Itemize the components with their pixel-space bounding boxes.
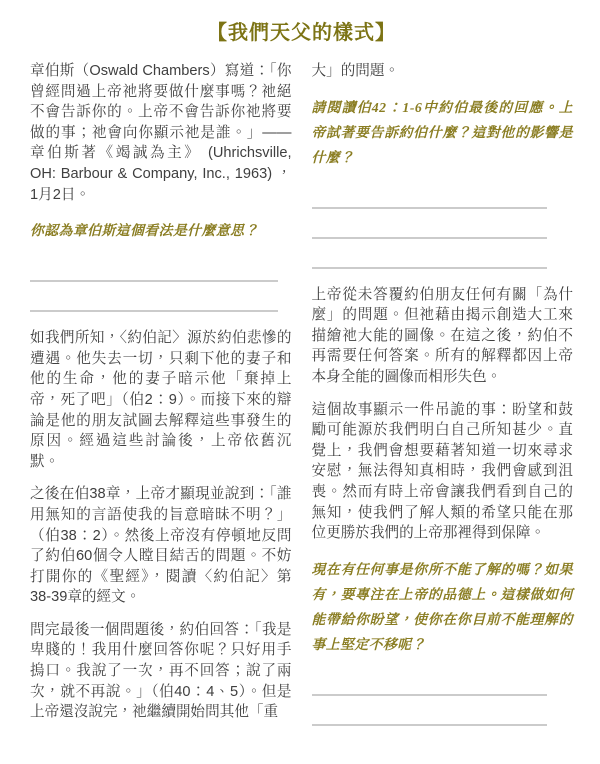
paragraph-god-never-answered: 上帝從未答覆約伯朋友任何有關「為什麼」的問題。但祂藉由揭示創造大工來描繪祂大能的圖像。在這之後，約伯不再需要任何答案。所有的解釋都因上帝本身全能的圖像而相形失色。: [311, 286, 573, 385]
study-question-1: 你認為章伯斯這個看法是什麼意思？: [30, 223, 259, 239]
answer-line: [312, 239, 547, 269]
paragraph-chambers-quote: 章伯斯（Oswald Chambers）寫道：「你曾經問過上帝祂將要做什麼事嗎？祂絕不會告訴你的。上帝不會告訴你祂將要做的事；祂會向你顯示祂是誰。」——章伯斯著《竭誠為主》 (Uhrichsville, OH: Barbour & Company, Inc., 1963) ，1月2日。: [30, 63, 292, 203]
answer-line: [312, 666, 547, 696]
paragraph-continuation: 大」的問題。: [311, 63, 400, 79]
answer-lines-question-1: [30, 252, 278, 312]
column-right: [312, 61, 574, 742]
paragraph-job-answer: 問完最後一個問題後，約伯回答：「我是卑賤的！我用什麼回答你呢？只好用手摀口。我說了一次，再不回答；說了兩次，就不再說。」（伯40：4、5）。但是上帝還沒說完，祂繼續開始問其他「重: [30, 621, 292, 721]
paragraph-job-38: 之後在伯38章，上帝才顯現並說到：「誰用無知的言語使我的旨意暗昧不明？」（伯38：2）。然後上帝沒有停頓地反問了約伯60個令人瞠目結舌的問題。不妨打開你的《聖經》，閱讀〈約伯記〉第38-39章的經文。: [30, 486, 292, 606]
column-left: [30, 61, 292, 735]
answer-line: [312, 179, 547, 209]
answer-line: [30, 252, 278, 282]
answer-line: [312, 696, 547, 726]
answer-lines-question-3: [312, 666, 547, 726]
two-column-layout: [30, 61, 573, 742]
paragraph-paradox: 這個故事顯示一件吊詭的事：盼望和鼓勵可能源於我們明白自己所知甚少。直覺上，我們會想要藉著知道一切來尋求安慰，無法得知真相時，我們會感到沮喪。然而有時上帝會讓我們看到自己的無知，使我們了解人類的希望只能在那位更勝於我們的上帝那裡得到保障。: [311, 401, 573, 542]
answer-line: [30, 282, 278, 312]
study-question-3: 現在有任何事是你所不能了解的嗎？如果有，要專注在上帝的品德上。這樣做如何能帶給你盼望，使你在你目前不能理解的事上堅定不移呢？: [311, 561, 573, 652]
answer-line: [312, 209, 547, 239]
paragraph-job-background: 如我們所知，〈約伯記〉源於約伯悲慘的遭遇。他失去一切，只剩下他的妻子和他的生命，他的妻子暗示他「棄掉上帝，死了吧」（伯2：9）。而接下來的辯論是他的朋友試圖去解釋這些事發生的原因。經過這些討論後，上帝依舊沉默。: [30, 330, 292, 470]
page-title: 【我們天父的樣式】: [207, 22, 396, 44]
answer-lines-question-2: [312, 179, 547, 269]
study-question-2: 請閱讀伯42：1-6中約伯最後的回應。上帝試著要告訴約伯什麼？這對他的影響是什麼？: [311, 99, 573, 165]
